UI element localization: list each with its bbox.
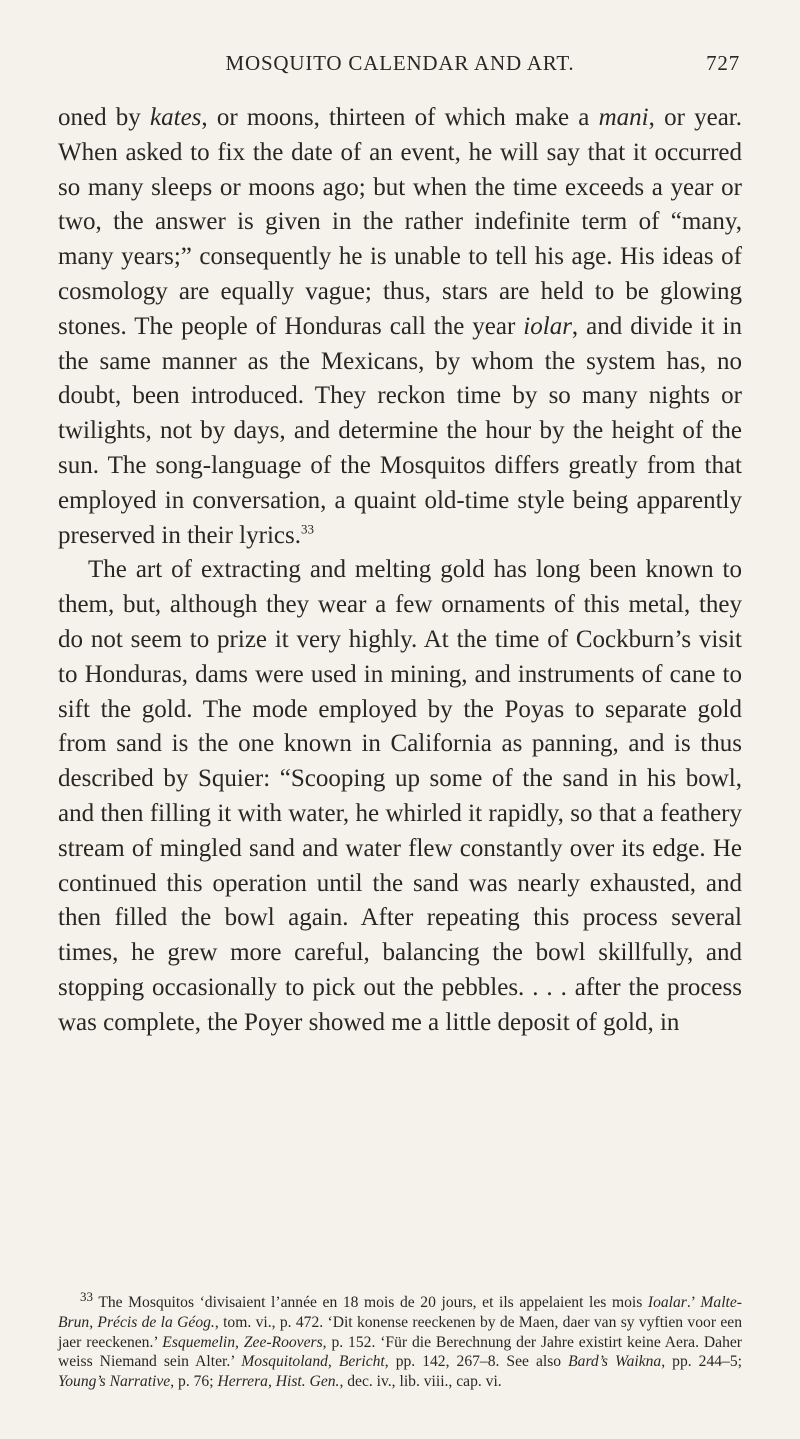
text-run: , and divide it in the same manner as the Mexicans, by whom the system has, no doubt, been introduced. They reckon time by so many nights or twilights, not by days, and determine the hour by the height of the sun. The song-language of the Mosquitos differs greatly from that employed in conversation, a quaint old-time style being apparently preserved in their lyrics.: [58, 312, 742, 549]
text-run: oned by: [58, 104, 151, 131]
running-title: MOSQUITO CALENDAR AND ART.: [225, 50, 575, 75]
citation-italic: Young’s Narrative: [58, 1373, 171, 1391]
paragraph-1: [58, 101, 742, 553]
term-iolar: iolar: [523, 312, 572, 340]
text-run: , p. 152. ‘Für die Berechnung der Jahre existirt keine Aera. Daher weiss Niemand sein Alter.’: [58, 1333, 742, 1371]
text-run: , tom. vi., p. 472. ‘Dit konense reeckenen by de Maen, daer van sy vyftien voor een jaer reeckenen.’: [58, 1313, 742, 1351]
citation-italic: Esquemelin, Zee-Roovers: [162, 1333, 323, 1351]
term-kates: kates: [150, 104, 202, 131]
text-run: .’: [686, 1294, 701, 1311]
text-run: , or year. When asked to fix the date of an event, he will say that it occurred so many sleeps or moons ago; but when the time exceeds a year or two, the answer is given in the rather indefinite term of “many, many years;” consequently he is unable to tell his age. His ideas of cosmology are equally vague; thus, stars are held to be glowing stones. The people of Honduras call the year: [58, 104, 742, 340]
body-text: [58, 101, 742, 1041]
text-run: The Mosquitos ‘divisaient l’année en 18 mois de 20 jours, et ils appelaient les mois: [93, 1294, 648, 1311]
text-run: , or moons, thirteen of which make a: [201, 104, 599, 131]
text-run: , pp. 142, 267–8. See also: [384, 1353, 569, 1371]
text-run: , pp. 244–5;: [661, 1353, 742, 1371]
citation-italic: Herrera, Hist. Gen.: [217, 1373, 340, 1391]
footnote-reference: 33: [300, 521, 314, 537]
citation-italic: Bard’s Waikna: [568, 1353, 662, 1371]
text-run: , p. 76;: [170, 1373, 218, 1391]
citation-italic: Mosquitoland, Bericht: [241, 1353, 385, 1371]
term-mani: mani: [598, 104, 649, 131]
page-number: 727: [706, 50, 740, 75]
citation-italic: Ioalar: [647, 1294, 687, 1311]
citation-italic: Malte-Brun, Précis de la Géog.: [58, 1294, 742, 1331]
footnote-33: [58, 1288, 742, 1392]
footnotes: [58, 1288, 742, 1392]
footnote-number: 33: [80, 1288, 93, 1304]
paragraph-2: The art of extracting and melting gold has long been known to them, but, although they wear a few ornaments of this metal, they do not seem to prize it very highly. At the time of Cockburn’s visit to Honduras, dams were used in mining, and instruments of cane to sift the gold. The mode employed by the Poyas to separate gold from sand is the one known in California as panning, and is thus described by Squier: “Scooping up some of the sand in his bowl, and then filling it with water, he whirled it rapidly, so that a feathery stream of mingled sand and water flew constantly over its edge. He continued this operation until the sand was nearly exhausted, and then filled the bowl again. After repeating this process several times, he grew more careful, balancing the bowl skillfully, and stopping occasionally to pick out the pebbles. . . . after the process was complete, the Poyer showed me a little deposit of gold, in: [58, 556, 742, 1036]
running-header: [60, 48, 740, 78]
text-run: , dec. iv., lib. viii., cap. vi.: [339, 1373, 502, 1391]
